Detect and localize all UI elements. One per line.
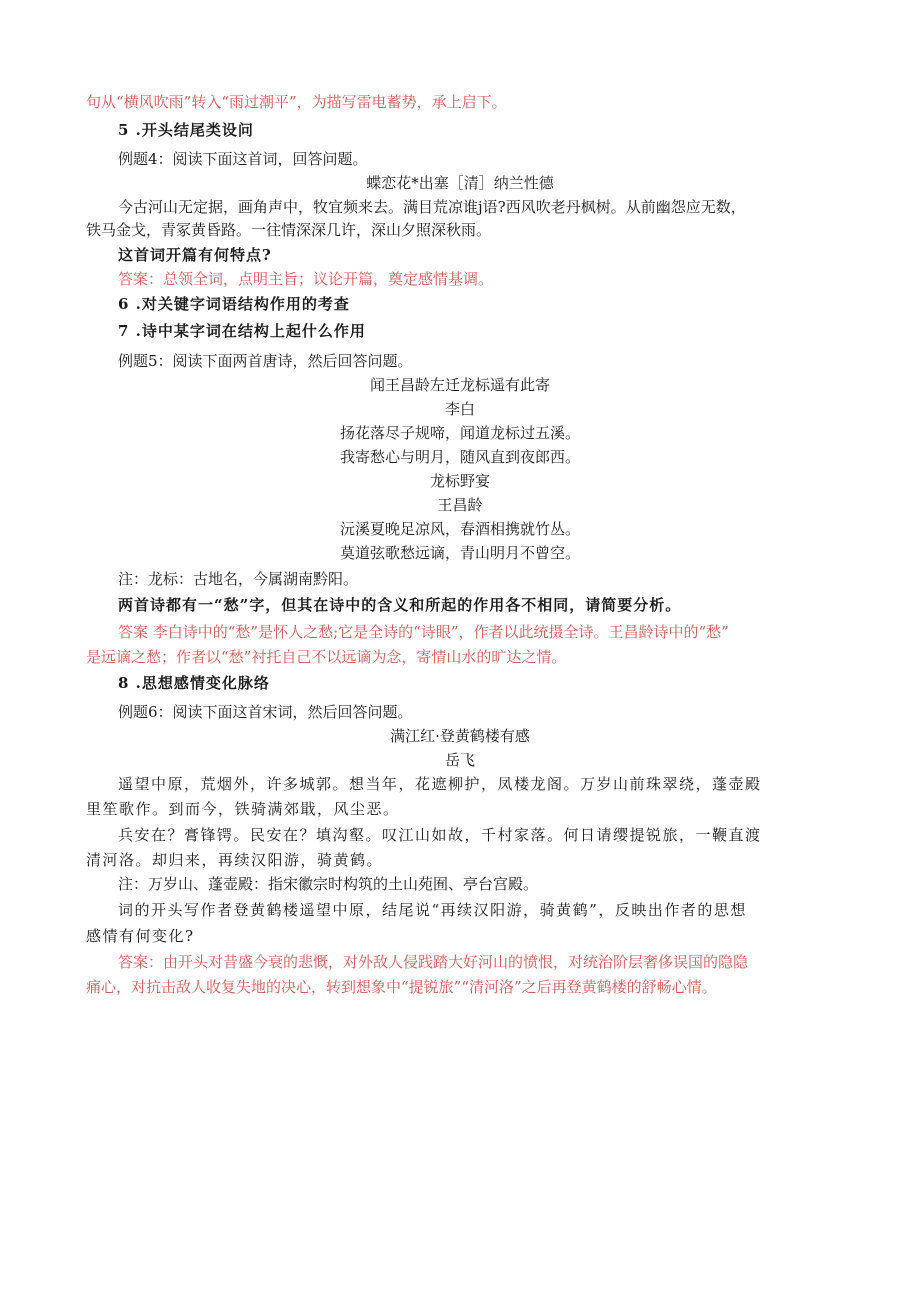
note: 注：万岁山、蓬壶殿：指宋徽宗时构筑的土山苑囿、亭台宫殿。 [118,875,539,893]
poem-line: 莫道弦歌愁远谪，青山明月不曾空。 [339,544,580,562]
question: 这首词开篇有何特点? [118,246,272,264]
poem-title: 龙标野宴 [429,472,490,490]
answer-continuation: 痛心，对抗击敌人收复失地的决心，转到想象中“提锐旅”“清河洛”之后再登黄鹤楼的舒畅心情。 [86,978,717,996]
question: 词的开头写作者登黄鹤楼遥望中原，结尾说“再续汉阳游，骑黄鹤”，反映出作者的思想 [118,901,747,919]
answer: 答案：总领全词，点明主旨；议论开篇，奠定感情基调。 [118,270,494,288]
poem-text-line: 今古河山无定据，画角声中，牧宜频来去。满目荒凉谁j语?西风吹老丹枫树。从前幽怨应无数， [118,198,746,216]
poem-line: 扬花落尽子规啼，闻道龙标过五溪。 [339,424,580,442]
answer: 答案：由开头对昔盛今衰的悲慨，对外敌人侵践踏大好河山的愤恨，对统治阶层奢侈误国的隐隐 [118,953,749,971]
answer-continuation: 句从“横风吹雨”转入“雨过潮平”，为描写雷电蓄势，承上启下。 [86,93,507,111]
poem-author: 李白 [444,400,475,418]
example-5-prompt: 例题5：阅读下面两首唐诗，然后回答问题。 [118,352,413,370]
section-heading-8: 8 .思想感情变化脉络 [118,674,270,692]
poem-text-line: 兵安在？膏锋锷。民安在？填沟壑。叹江山如故，千村家落。何日请缨提锐旅，一鞭直渡 [118,826,762,844]
section-heading-5: 5 .开头结尾类设问 [118,121,254,139]
poem-line: 沅溪夏晚足凉风，春酒相携就竹丛。 [339,520,580,538]
poem-line: 我寄愁心与明月，随风直到夜郎西。 [339,448,580,466]
answer-continuation: 是远谪之愁；作者以“愁”衬托自己不以远谪为念，寄情山水的旷达之情。 [86,648,567,666]
poem-title: 蝶恋花*出塞［清］纳兰性德 [366,174,554,192]
poem-text-line: 里笙歌作。到而今，铁骑满郊戢，风尘恶。 [86,800,400,818]
answer: 答案 李白诗中的“愁”是怀人之愁;它是全诗的“诗眼”，作者以此统摄全诗。王昌龄诗中的“愁” [118,623,729,641]
example-4-prompt: 例题4：阅读下面这首词，回答问题。 [118,150,368,168]
poem-title: 满江红·登黄鹤楼有感 [390,727,530,745]
note: 注：龙标：古地名，今属湖南黔阳。 [118,570,359,588]
poem-text-line: 铁马金戈，青冢黄昏路。一往情深深几许，深山夕照深秋雨。 [86,221,492,239]
section-heading-7: 7 .诗中某字词在结构上起什么作用 [118,322,366,340]
poem-text-line: 清河洛。却归来，再续汉阳游，骑黄鹤。 [86,851,384,869]
poem-text-line: 遥望中原，荒烟外，许多城郭。想当年，花遮柳护，凤楼龙阁。万岁山前珠翠绕，蓬壶殿 [118,775,762,793]
question: 两首诗都有一“愁”字，但其在诗中的含义和所起的作用各不相同，请简要分析。 [118,596,682,614]
poem-title: 闻王昌龄左迁龙标遥有此寄 [369,376,550,394]
example-6-prompt: 例题6：阅读下面这首宋词，然后回答问题。 [118,703,413,721]
section-heading-6: 6 .对关键字词语结构作用的考查 [118,295,350,313]
poem-author: 王昌龄 [437,496,483,514]
poem-author: 岳飞 [444,751,475,769]
question-continuation: 感情有何变化? [86,927,195,945]
